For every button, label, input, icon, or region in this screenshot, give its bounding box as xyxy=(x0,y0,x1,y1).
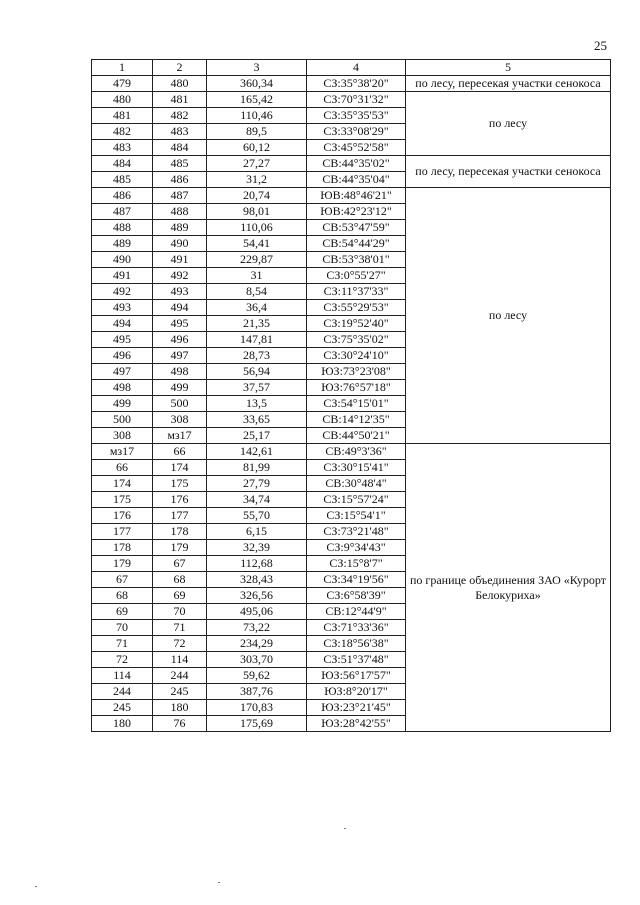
length-cell: 495,06 xyxy=(207,604,307,620)
to-point-cell: 483 xyxy=(153,124,207,140)
from-point-cell: 496 xyxy=(92,348,153,364)
from-point-cell: 69 xyxy=(92,604,153,620)
scan-speck xyxy=(218,882,220,883)
to-point-cell: 308 xyxy=(153,412,207,428)
to-point-cell: 484 xyxy=(153,140,207,156)
to-point-cell: 70 xyxy=(153,604,207,620)
column-header: 5 xyxy=(406,60,611,76)
length-cell: 6,15 xyxy=(207,524,307,540)
from-point-cell: 486 xyxy=(92,188,153,204)
from-point-cell: 114 xyxy=(92,668,153,684)
from-point-cell: 481 xyxy=(92,108,153,124)
bearing-cell: ЮЗ:76°57'18" xyxy=(307,380,406,396)
route-note-cell: по лесу xyxy=(406,188,611,444)
table-body xyxy=(92,76,611,732)
length-cell: 110,46 xyxy=(207,108,307,124)
to-point-cell: 179 xyxy=(153,540,207,556)
from-point-cell: 484 xyxy=(92,156,153,172)
length-cell: 34,74 xyxy=(207,492,307,508)
bearing-cell: СЗ:75°35'02" xyxy=(307,332,406,348)
length-cell: 110,06 xyxy=(207,220,307,236)
from-point-cell: 495 xyxy=(92,332,153,348)
length-cell: 89,5 xyxy=(207,124,307,140)
to-point-cell: 493 xyxy=(153,284,207,300)
to-point-cell: 496 xyxy=(153,332,207,348)
column-header: 4 xyxy=(307,60,406,76)
bearing-cell: СВ:44°35'04" xyxy=(307,172,406,188)
length-cell: 28,73 xyxy=(207,348,307,364)
to-point-cell: 114 xyxy=(153,652,207,668)
length-cell: 229,87 xyxy=(207,252,307,268)
from-point-cell: 500 xyxy=(92,412,153,428)
length-cell: 98,01 xyxy=(207,204,307,220)
to-point-cell: 488 xyxy=(153,204,207,220)
to-point-cell: 491 xyxy=(153,252,207,268)
to-point-cell: 485 xyxy=(153,156,207,172)
to-point-cell: 177 xyxy=(153,508,207,524)
bearing-cell: СЗ:30°24'10" xyxy=(307,348,406,364)
to-point-cell: 174 xyxy=(153,460,207,476)
length-cell: 387,76 xyxy=(207,684,307,700)
to-point-cell: 492 xyxy=(153,268,207,284)
to-point-cell: 497 xyxy=(153,348,207,364)
from-point-cell: 490 xyxy=(92,252,153,268)
bearing-cell: СЗ:19°52'40" xyxy=(307,316,406,332)
length-cell: 170,83 xyxy=(207,700,307,716)
table-row xyxy=(92,92,611,108)
length-cell: 54,41 xyxy=(207,236,307,252)
route-note-cell: по лесу, пересекая участки сенокоса xyxy=(406,156,611,188)
bearing-cell: СЗ:45°52'58" xyxy=(307,140,406,156)
to-point-cell: 499 xyxy=(153,380,207,396)
page-number: 25 xyxy=(594,38,607,53)
column-header: 1 xyxy=(92,60,153,76)
to-point-cell: 180 xyxy=(153,700,207,716)
table-row xyxy=(92,76,611,92)
bearing-cell: СЗ:70°31'32" xyxy=(307,92,406,108)
bearing-cell: СВ:12°44'9" xyxy=(307,604,406,620)
to-point-cell: 244 xyxy=(153,668,207,684)
length-cell: 234,29 xyxy=(207,636,307,652)
from-point-cell: 178 xyxy=(92,540,153,556)
bearing-cell: ЮЗ:23°21'45" xyxy=(307,700,406,716)
from-point-cell: 179 xyxy=(92,556,153,572)
length-cell: 360,34 xyxy=(207,76,307,92)
to-point-cell: 72 xyxy=(153,636,207,652)
length-cell: 55,70 xyxy=(207,508,307,524)
to-point-cell: 245 xyxy=(153,684,207,700)
from-point-cell: 174 xyxy=(92,476,153,492)
bearing-cell: ЮЗ:73°23'08" xyxy=(307,364,406,380)
bearing-cell: СВ:44°50'21" xyxy=(307,428,406,444)
from-point-cell: 485 xyxy=(92,172,153,188)
scan-speck xyxy=(35,886,37,887)
length-cell: 147,81 xyxy=(207,332,307,348)
length-cell: 142,61 xyxy=(207,444,307,460)
table-row xyxy=(92,156,611,172)
length-cell: 175,69 xyxy=(207,716,307,732)
length-cell: 112,68 xyxy=(207,556,307,572)
from-point-cell: 497 xyxy=(92,364,153,380)
from-point-cell: 176 xyxy=(92,508,153,524)
length-cell: 27,27 xyxy=(207,156,307,172)
bearing-cell: СЗ:9°34'43" xyxy=(307,540,406,556)
bearing-cell: СЗ:35°38'20" xyxy=(307,76,406,92)
bearing-cell: ЮЗ:8°20'17" xyxy=(307,684,406,700)
length-cell: 31,2 xyxy=(207,172,307,188)
length-cell: 73,22 xyxy=(207,620,307,636)
from-point-cell: 493 xyxy=(92,300,153,316)
length-cell: 60,12 xyxy=(207,140,307,156)
table-row xyxy=(92,188,611,204)
route-note-cell: по лесу, пересекая участки сенокоса xyxy=(406,76,611,92)
table-row xyxy=(92,444,611,460)
from-point-cell: 498 xyxy=(92,380,153,396)
length-cell: 21,35 xyxy=(207,316,307,332)
from-point-cell: 175 xyxy=(92,492,153,508)
bearing-cell: СЗ:18°56'38" xyxy=(307,636,406,652)
from-point-cell: 68 xyxy=(92,588,153,604)
from-point-cell: мз17 xyxy=(92,444,153,460)
to-point-cell: 69 xyxy=(153,588,207,604)
from-point-cell: 71 xyxy=(92,636,153,652)
length-cell: 165,42 xyxy=(207,92,307,108)
route-note-cell: по границе объединения ЗАО «Курорт Белокуриха» xyxy=(406,444,611,732)
length-cell: 303,70 xyxy=(207,652,307,668)
length-cell: 37,57 xyxy=(207,380,307,396)
from-point-cell: 487 xyxy=(92,204,153,220)
from-point-cell: 479 xyxy=(92,76,153,92)
bearing-cell: СЗ:51°37'48" xyxy=(307,652,406,668)
length-cell: 25,17 xyxy=(207,428,307,444)
to-point-cell: 66 xyxy=(153,444,207,460)
from-point-cell: 245 xyxy=(92,700,153,716)
to-point-cell: мз17 xyxy=(153,428,207,444)
column-header: 3 xyxy=(207,60,307,76)
bearing-cell: СВ:49°3'36" xyxy=(307,444,406,460)
scan-speck xyxy=(344,828,346,829)
bearing-cell: СЗ:54°15'01" xyxy=(307,396,406,412)
from-point-cell: 489 xyxy=(92,236,153,252)
from-point-cell: 70 xyxy=(92,620,153,636)
from-point-cell: 308 xyxy=(92,428,153,444)
bearing-cell: СЗ:33°08'29" xyxy=(307,124,406,140)
to-point-cell: 489 xyxy=(153,220,207,236)
bearing-cell: СЗ:15°57'24" xyxy=(307,492,406,508)
bearing-cell: СВ:53°47'59" xyxy=(307,220,406,236)
from-point-cell: 492 xyxy=(92,284,153,300)
bearing-cell: ЮВ:48°46'21" xyxy=(307,188,406,204)
to-point-cell: 176 xyxy=(153,492,207,508)
column-header: 2 xyxy=(153,60,207,76)
bearing-cell: СЗ:6°58'39" xyxy=(307,588,406,604)
from-point-cell: 177 xyxy=(92,524,153,540)
from-point-cell: 494 xyxy=(92,316,153,332)
to-point-cell: 67 xyxy=(153,556,207,572)
length-cell: 20,74 xyxy=(207,188,307,204)
length-cell: 326,56 xyxy=(207,588,307,604)
to-point-cell: 68 xyxy=(153,572,207,588)
from-point-cell: 66 xyxy=(92,460,153,476)
to-point-cell: 490 xyxy=(153,236,207,252)
to-point-cell: 500 xyxy=(153,396,207,412)
to-point-cell: 494 xyxy=(153,300,207,316)
to-point-cell: 495 xyxy=(153,316,207,332)
bearing-cell: СЗ:15°8'7" xyxy=(307,556,406,572)
route-note-cell: по лесу xyxy=(406,92,611,156)
boundary-table xyxy=(91,59,611,732)
to-point-cell: 175 xyxy=(153,476,207,492)
length-cell: 81,99 xyxy=(207,460,307,476)
to-point-cell: 76 xyxy=(153,716,207,732)
length-cell: 59,62 xyxy=(207,668,307,684)
bearing-cell: СЗ:0°55'27" xyxy=(307,268,406,284)
length-cell: 36,4 xyxy=(207,300,307,316)
header-row xyxy=(92,60,611,76)
from-point-cell: 180 xyxy=(92,716,153,732)
bearing-cell: СЗ:55°29'53" xyxy=(307,300,406,316)
from-point-cell: 67 xyxy=(92,572,153,588)
bearing-cell: СЗ:30°15'41" xyxy=(307,460,406,476)
bearing-cell: СЗ:73°21'48" xyxy=(307,524,406,540)
to-point-cell: 487 xyxy=(153,188,207,204)
bearing-cell: СВ:54°44'29" xyxy=(307,236,406,252)
to-point-cell: 482 xyxy=(153,108,207,124)
bearing-cell: СВ:53°38'01" xyxy=(307,252,406,268)
bearing-cell: СВ:44°35'02" xyxy=(307,156,406,172)
from-point-cell: 483 xyxy=(92,140,153,156)
from-point-cell: 72 xyxy=(92,652,153,668)
bearing-cell: СВ:30°48'4" xyxy=(307,476,406,492)
from-point-cell: 244 xyxy=(92,684,153,700)
length-cell: 33,65 xyxy=(207,412,307,428)
bearing-cell: СВ:14°12'35" xyxy=(307,412,406,428)
bearing-cell: ЮЗ:28°42'55" xyxy=(307,716,406,732)
bearing-cell: СЗ:34°19'56" xyxy=(307,572,406,588)
length-cell: 56,94 xyxy=(207,364,307,380)
to-point-cell: 486 xyxy=(153,172,207,188)
to-point-cell: 481 xyxy=(153,92,207,108)
bearing-cell: ЮЗ:56°17'57" xyxy=(307,668,406,684)
length-cell: 31 xyxy=(207,268,307,284)
length-cell: 13,5 xyxy=(207,396,307,412)
length-cell: 328,43 xyxy=(207,572,307,588)
from-point-cell: 499 xyxy=(92,396,153,412)
bearing-cell: ЮВ:42°23'12" xyxy=(307,204,406,220)
length-cell: 27,79 xyxy=(207,476,307,492)
bearing-cell: СЗ:11°37'33" xyxy=(307,284,406,300)
from-point-cell: 488 xyxy=(92,220,153,236)
to-point-cell: 480 xyxy=(153,76,207,92)
from-point-cell: 491 xyxy=(92,268,153,284)
length-cell: 8,54 xyxy=(207,284,307,300)
to-point-cell: 498 xyxy=(153,364,207,380)
bearing-cell: СЗ:71°33'36" xyxy=(307,620,406,636)
length-cell: 32,39 xyxy=(207,540,307,556)
bearing-cell: СЗ:15°54'1" xyxy=(307,508,406,524)
from-point-cell: 480 xyxy=(92,92,153,108)
to-point-cell: 178 xyxy=(153,524,207,540)
from-point-cell: 482 xyxy=(92,124,153,140)
bearing-cell: СЗ:35°35'53" xyxy=(307,108,406,124)
to-point-cell: 71 xyxy=(153,620,207,636)
